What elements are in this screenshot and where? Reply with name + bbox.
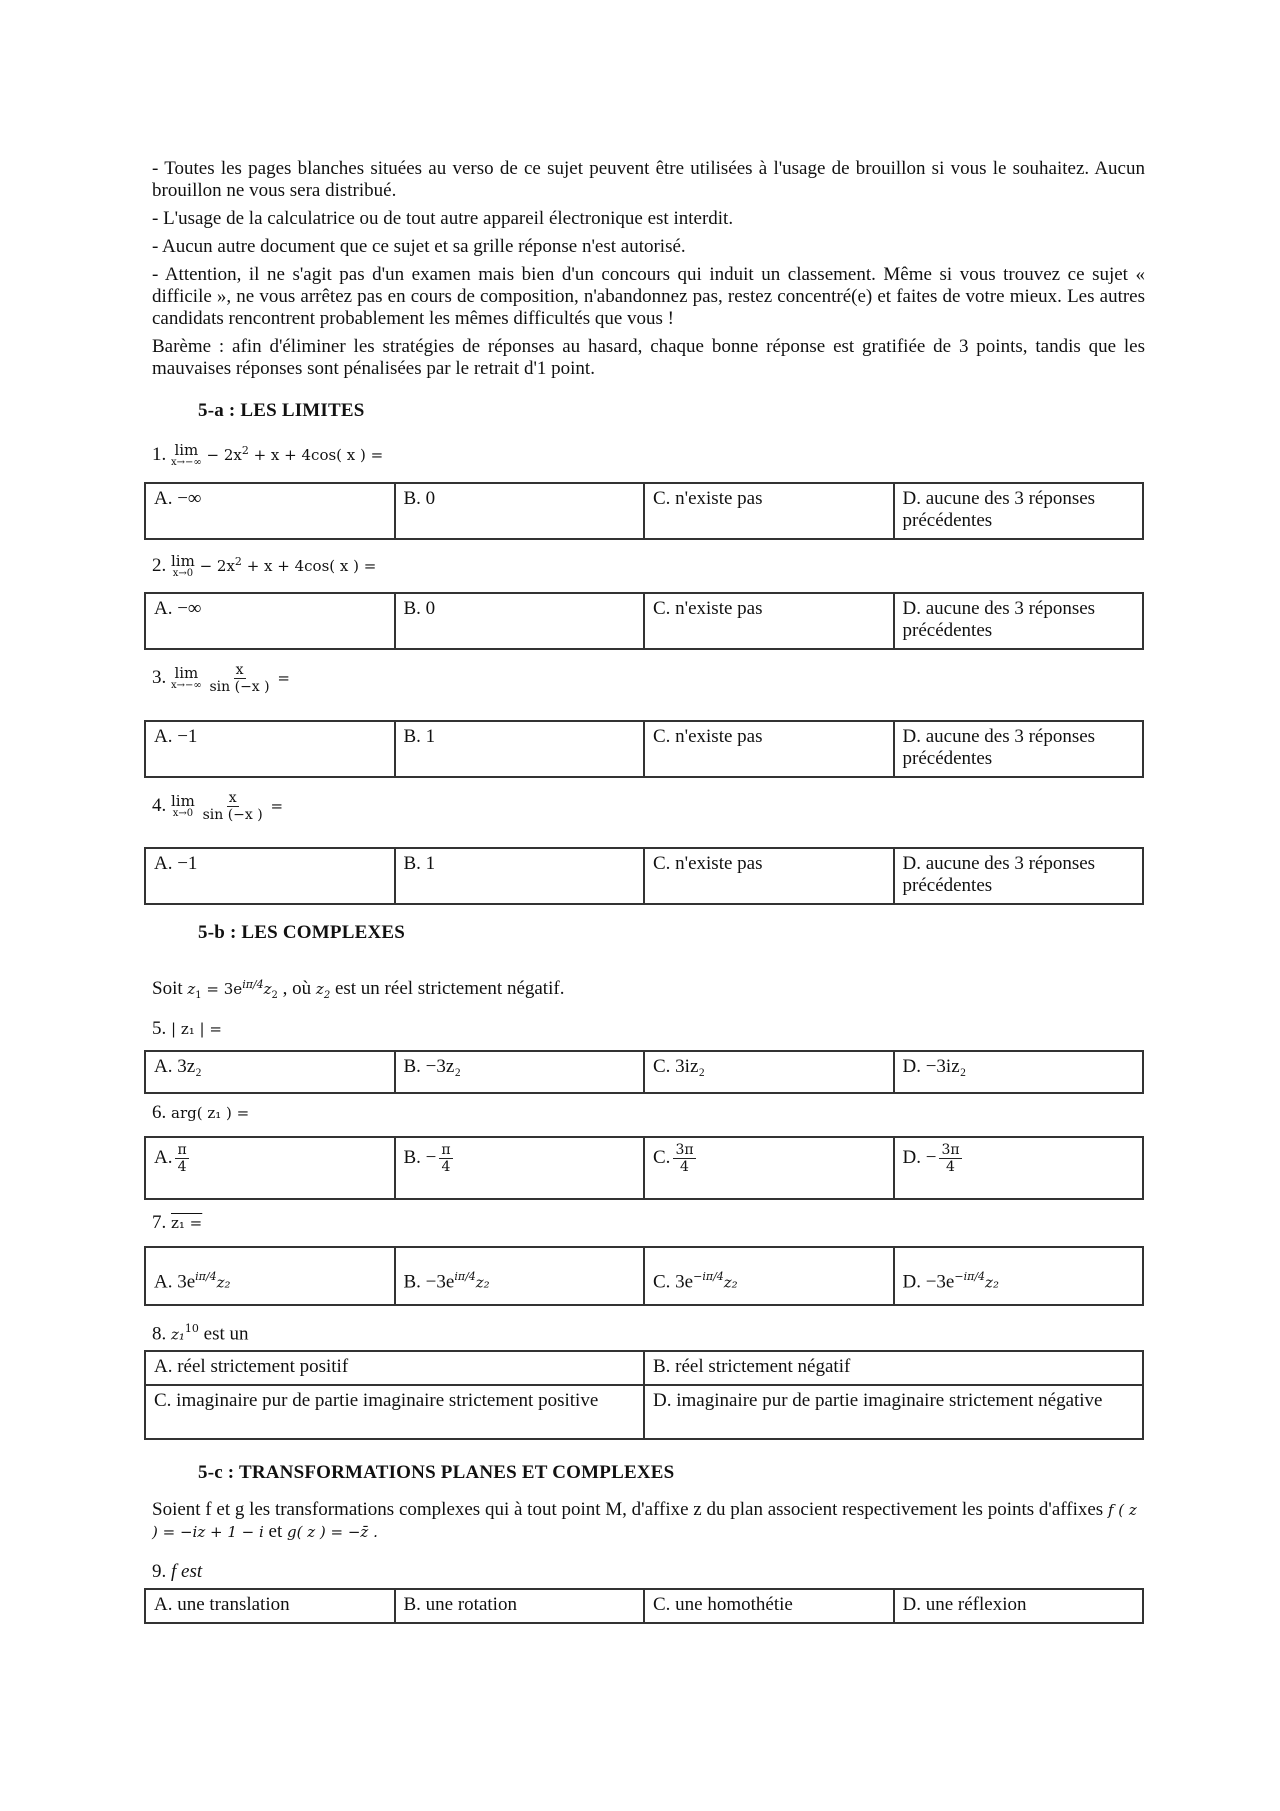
question-2 (152, 551, 376, 579)
answer-table-q7 (144, 1246, 1144, 1306)
fraction: $\frac{x}{\sin (-x )}$ (209, 662, 270, 695)
instruction-calculator: - L'usage de la calculatrice ou de tout autre appareil électronique est interdit. (152, 208, 734, 229)
z1-definition: $z_1 = 3e^{i\pi/4}z_2$ (187, 978, 278, 1001)
instruction-grading: Barème : afin d'éliminer les stratégies de réponses au hasard, chaque bonne réponse est gratifiée de 3 points, tandis que les mauvaises réponses sont pénalisées par le retrait d'1 point. (152, 336, 1145, 379)
answer-option-a[interactable]: A. 3z₂ (145, 1051, 395, 1093)
answer-option-d[interactable]: D. −3iz₂ (894, 1051, 1144, 1093)
answer-option-d[interactable]: D. aucune des 3 réponses précédentes (894, 593, 1144, 649)
answer-option-a[interactable]: A. −1 (145, 848, 395, 904)
answer-table-q1 (144, 482, 1144, 540)
answer-option-a[interactable]: A. −∞ (145, 483, 395, 539)
question-4: 4. lim x→0 $\frac{x}{\sin (-x )}$ = (152, 790, 284, 823)
answer-option-c[interactable]: C. une homothétie (644, 1589, 894, 1623)
instruction-drafts: - Toutes les pages blanches situées au verso de ce sujet peuvent être utilisées à l'usage de brouillon si vous le souhaitez. Aucun brouillon ne vous sera distribué. (152, 158, 1145, 201)
section-title-complexes: 5-b : LES COMPLEXES (198, 922, 406, 943)
answer-option-a[interactable]: A. $3e^{i\pi/4}z_2$ (145, 1247, 395, 1305)
question-6: 6. arg( z₁ ) = (152, 1102, 250, 1123)
answer-option-a[interactable]: A. $\frac{\pi}{4}$ (145, 1137, 395, 1199)
answer-option-a[interactable]: A. −1 (145, 721, 395, 777)
transformations-intro: Soient f et g les transformations complexes qui à tout point M, d'affixe z du plan associent respectivement les points d'affixes f ( z ) = −iz + 1 − i et g( z ) = −z̄ . (152, 1499, 1137, 1542)
answer-option-b[interactable]: B. $-3e^{i\pi/4}z_2$ (395, 1247, 645, 1305)
answer-table-q8 (144, 1350, 1144, 1440)
section-title-transformations: 5-c : TRANSFORMATIONS PLANES ET COMPLEXES (198, 1462, 675, 1483)
limit-expression: − $2x^2 + x + 4\cos$( x ) = (199, 555, 377, 575)
answer-option-a[interactable]: A. −∞ (145, 593, 395, 649)
answer-option-b[interactable]: B. 0 (395, 483, 645, 539)
answer-option-c[interactable]: C. n'existe pas (644, 721, 894, 777)
question-number: 4. (152, 794, 167, 816)
question-7: 7. z₁ = (152, 1212, 203, 1233)
answer-option-b[interactable]: B. 1 (395, 721, 645, 777)
answer-option-b[interactable]: B. une rotation (395, 1589, 645, 1623)
answer-table-q3 (144, 720, 1144, 778)
answer-option-b[interactable]: B. réel strictement négatif (644, 1351, 1143, 1385)
instruction-documents: - Aucun autre document que ce sujet et sa grille réponse n'est autorisé. (152, 236, 686, 257)
question-3: 3. lim x→−∞ $\frac{x}{\sin (-x )}$ = (152, 662, 290, 695)
answer-option-c[interactable]: C. $\frac{3\pi}{4}$ (644, 1137, 894, 1199)
answer-option-b[interactable]: B. − $\frac{\pi}{4}$ (395, 1137, 645, 1199)
answer-option-d[interactable]: D. $-3e^{-i\pi/4}z_2$ (894, 1247, 1144, 1305)
answer-option-b[interactable]: B. 0 (395, 593, 645, 649)
question-1 (152, 440, 383, 468)
complex-definition: Soit $z_1 = 3e^{i\pi/4}z_2$ , où $z_2$ est un réel strictement négatif. (152, 978, 565, 1001)
question-8: 8. z₁$^{10}$ est un (152, 1322, 249, 1345)
answer-option-d[interactable]: D. aucune des 3 réponses précédentes (894, 721, 1144, 777)
limit-operator: lim x→−∞ (171, 664, 202, 691)
answer-table-q4 (144, 847, 1144, 905)
answer-table-q5 (144, 1050, 1144, 1094)
answer-table-q2 (144, 592, 1144, 650)
answer-option-d[interactable]: D. aucune des 3 réponses précédentes (894, 848, 1144, 904)
answer-table-q6 (144, 1136, 1144, 1200)
section-title-limits: 5-a : LES LIMITES (198, 400, 365, 421)
question-5: 5. | z₁ | = (152, 1018, 222, 1039)
limit-operator: lim x→0 (171, 792, 195, 819)
z2-symbol: $z_2$ (315, 980, 331, 1001)
answer-option-c[interactable]: C. n'existe pas (644, 848, 894, 904)
answer-option-c[interactable]: C. n'existe pas (644, 483, 894, 539)
answer-table-q9 (144, 1588, 1144, 1624)
limit-operator: lim x→−∞ (171, 441, 202, 469)
answer-option-b[interactable]: B. 1 (395, 848, 645, 904)
limit-operator: lim x→0 (171, 552, 195, 580)
question-number: 3. (152, 666, 167, 688)
answer-option-d[interactable]: D. imaginaire pur de partie imaginaire strictement négative (644, 1385, 1143, 1439)
question-9: 9. f est (152, 1561, 203, 1582)
answer-option-d[interactable]: D. aucune des 3 réponses précédentes (894, 483, 1144, 539)
answer-option-a[interactable]: A. réel strictement positif (145, 1351, 644, 1385)
limit-expression: − $2x^2 + x + 4\cos$( x ) = (206, 444, 384, 464)
answer-option-c[interactable]: C. n'existe pas (644, 593, 894, 649)
instruction-attention: - Attention, il ne s'agit pas d'un examen mais bien d'un concours qui induit un classement. Même si vous trouvez ce sujet « difficile », ne vous arrêtez pas en cours de composition, n'abandonnez pas, restez concentré(e) et faites de votre mieux. Les autres candidats rencontrent probablement les mêmes difficultés que vous ! (152, 264, 1145, 329)
answer-option-d[interactable]: D. une réflexion (894, 1589, 1144, 1623)
instructions (152, 158, 1145, 386)
question-number: 1. (152, 444, 167, 465)
answer-option-c[interactable]: C. $3e^{-i\pi/4}z_2$ (644, 1247, 894, 1305)
answer-option-d[interactable]: D. − $\frac{3\pi}{4}$ (894, 1137, 1144, 1199)
answer-option-c[interactable]: C. imaginaire pur de partie imaginaire strictement positive (145, 1385, 644, 1439)
answer-option-b[interactable]: B. −3z₂ (395, 1051, 645, 1093)
fraction: $\frac{x}{\sin (-x )}$ (202, 790, 263, 823)
answer-option-a[interactable]: A. une translation (145, 1589, 395, 1623)
answer-option-c[interactable]: C. 3iz₂ (644, 1051, 894, 1093)
question-number: 2. (152, 555, 167, 576)
